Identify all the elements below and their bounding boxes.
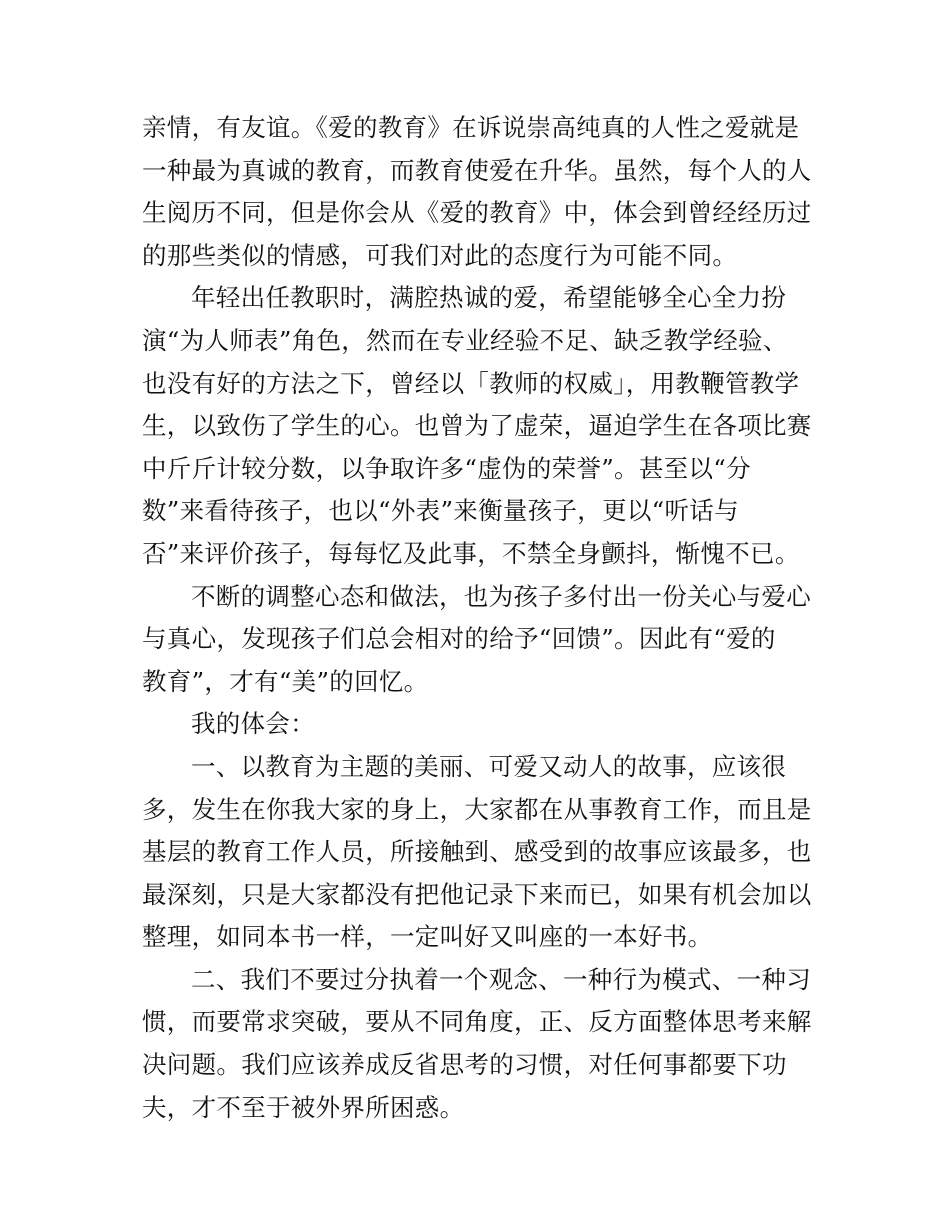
text-line: 演“为人师表”角色，然而在专业经验不足、缺乏教学经验、 [142,325,788,355]
body-text [142,107,822,1129]
text-line: 也没有好的方法之下，曾经以「教师的权威」，用教鞭管教学 [142,368,800,398]
text-line: 不断的调整心态和做法，也为孩子多付出一份关心与爱心 [191,581,811,611]
text-line: 与真心，发现孩子们总会相对的给予“回馈”。因此有“爱的 [142,624,776,654]
text-line: 亲情，有友谊。《爱的教育》在诉说崇高纯真的人性之爱就是 [142,113,800,142]
text-line: 否”来评价孩子，每每忆及此事，不禁全身颤抖，惭愧不已。 [142,538,800,568]
text-line: 中斤斤计较分数，以争取许多“虚伪的荣誉”。甚至以“分 [142,453,751,483]
text-line: 夫，才不至于被外界所困惑。 [142,1092,465,1122]
text-line: 基层的教育工作人员，所接触到、感受到的故事应该最多，也 [142,837,812,867]
text-line: 惯，而要常求突破，要从不同角度，正、反方面整体思考来解 [142,1007,812,1037]
text-line: 一、以教育为主题的美丽、可爱又动人的故事，应该很 [191,751,787,781]
text-line: 决问题。我们应该养成反省思考的习惯，对任何事都要下功 [142,1050,787,1080]
text-line: 的那些类似的情感，可我们对此的态度行为可能不同。 [142,240,738,270]
text-line: 一种最为真诚的教育，而教育使爱在升华。虽然，每个人的人 [142,155,812,185]
text-line: 我的体会： [191,709,315,739]
text-line: 二、我们不要过分执着一个观念、一种行为模式、一种习 [191,964,811,994]
text-line: 数”来看待孩子，也以“外表”来衡量孩子，更以“听话与 [142,496,739,526]
text-line: 最深刻，只是大家都没有把他记录下来而已，如果有机会加以 [142,879,812,909]
text-line: 生阅历不同，但是你会从《爱的教育》中，体会到曾经经历过 [142,198,812,228]
text-line: 年轻出任教职时，满腔热诚的爱，希望能够全心全力扮 [191,283,787,313]
text-line: 教育”，才有“美”的回忆。 [142,666,429,696]
text-line: 多，发生在你我大家的身上，大家都在从事教育工作，而且是 [142,794,812,824]
text-line: 整理，如同本书一样，一定叫好又叫座的一本好书。 [142,922,713,952]
text-line: 生，以致伤了学生的心。也曾为了虚荣，逼迫学生在各项比赛 [142,411,812,441]
